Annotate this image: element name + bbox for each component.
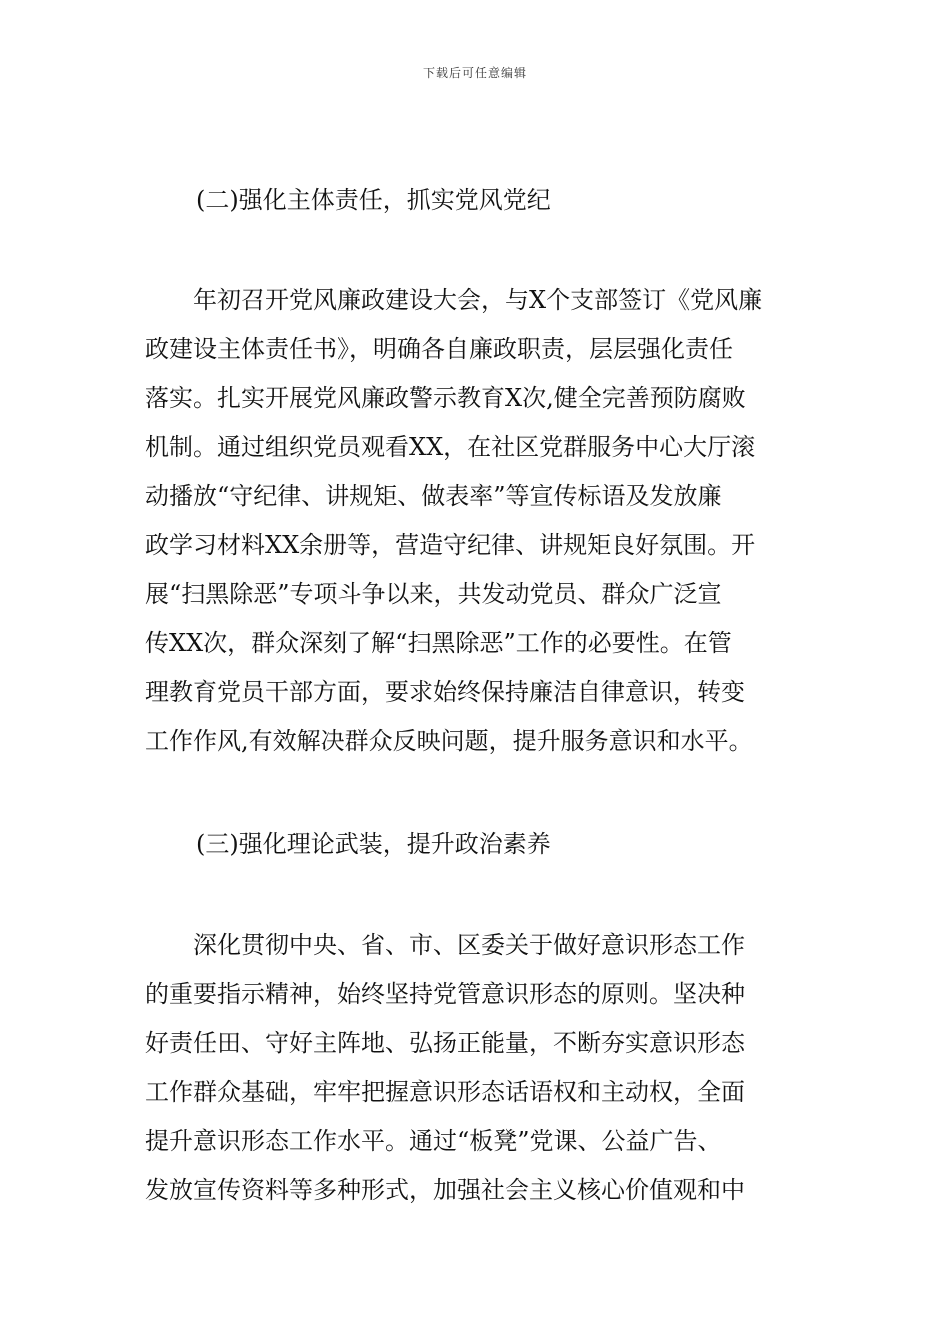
paragraph-line: 理教育党员干部方面，要求始终保持廉洁自律意识，转变 — [145, 678, 745, 706]
paragraph-line: 年初召开党风廉政建设大会，与X个支部签订《党风廉 — [145, 286, 763, 314]
section-heading-2: (二)强化主体责任，抓实党风党纪 — [196, 186, 551, 214]
paragraph-line: 提升意识形态工作水平。通过“板凳”党课、公益广告、 — [145, 1127, 722, 1155]
paragraph-line: 政建设主体责任书》，明确各自廉政职责，层层强化责任 — [145, 335, 733, 363]
paragraph-line: 政学习材料XX余册等，营造守纪律、讲规矩良好氛围。开 — [145, 531, 756, 559]
paragraph-line: 传XX次，群众深刻了解“扫黑除恶”工作的必要性。在管 — [145, 629, 732, 657]
section-paragraph-2 — [145, 276, 815, 766]
paragraph-line: 动播放“守纪律、讲规矩、做表率”等宣传标语及发放廉 — [145, 482, 722, 510]
page-header: 下载后可任意编辑 — [422, 66, 527, 80]
paragraph-line: 展“扫黑除恶”专项斗争以来，共发动党员、群众广泛宣 — [145, 580, 722, 608]
paragraph-line: 深化贯彻中央、省、市、区委关于做好意识形态工作 — [145, 931, 745, 959]
section-heading-3: (三)强化理论武装，提升政治素养 — [196, 830, 551, 858]
paragraph-line: 机制。通过组织党员观看XX，在社区党群服务中心大厅滚 — [145, 433, 756, 461]
paragraph-line: 工作群众基础，牢牢把握意识形态话语权和主动权，全面 — [145, 1078, 745, 1106]
section-paragraph-3 — [145, 921, 815, 1215]
paragraph-line: 好责任田、守好主阵地、弘扬正能量，不断夯实意识形态 — [145, 1029, 745, 1057]
paragraph-line: 的重要指示精神，始终坚持党管意识形态的原则。坚决种 — [145, 980, 745, 1008]
paragraph-line: 工作作风,有效解决群众反映问题，提升服务意识和水平。 — [145, 727, 753, 755]
paragraph-line: 落实。扎实开展党风廉政警示教育X次,健全完善预防腐败 — [145, 384, 746, 412]
paragraph-line: 发放宣传资料等多种形式，加强社会主义核心价值观和中 — [145, 1176, 745, 1204]
